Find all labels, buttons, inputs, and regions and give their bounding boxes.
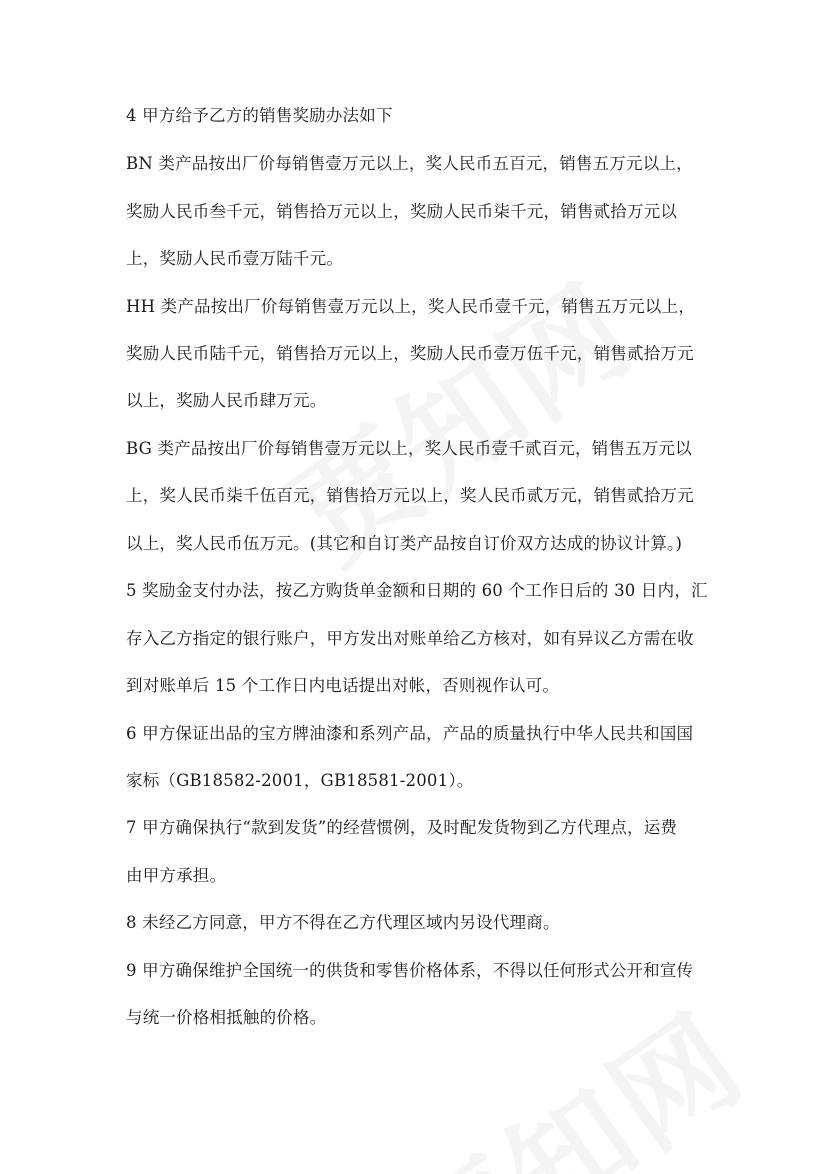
text-line: 以上，奖人民币伍万元。(其它和自订类产品按自订价双方达成的协议计算。) [126, 534, 683, 553]
text-line: 上，奖励人民币壹万陆千元。 [126, 249, 344, 268]
text-line: 9 甲方确保维护全国统一的供货和零售价格体系，不得以任何形式公开和宣传 [126, 961, 694, 980]
text-line: 奖励人民币陆千元，销售拾万元以上，奖励人民币壹万伍千元，销售贰拾万元 [126, 344, 694, 363]
text-line: BG 类产品按出厂价每销售壹万元以上，奖人民币壹千贰百元，销售五万元以 [126, 439, 692, 458]
text-line: 与统一价格相抵触的价格。 [126, 1008, 327, 1027]
text-line: 7 甲方确保执行“款到发货”的经营惯例，及时配发货物到乙方代理点，运费 [126, 818, 678, 837]
text-line: 以上，奖励人民币肆万元。 [126, 391, 327, 410]
text-line: 4 甲方给予乙方的销售奖励办法如下 [126, 106, 393, 125]
text-line: 存入乙方指定的银行账户，甲方发出对账单给乙方核对，如有异议乙方需在收 [126, 629, 694, 648]
watermark-lower [365, 967, 773, 1174]
text-line: 奖励人民币叁千元，销售拾万元以上，奖励人民币柒千元，销售贰拾万元以 [126, 202, 678, 221]
text-line: 到对账单后 15 个工作日内电话提出对帐，否则视作认可。 [126, 676, 560, 695]
text-line: 上，奖人民币柒千伍百元，销售拾万元以上，奖人民币贰万元，销售贰拾万元 [126, 486, 694, 505]
text-line: HH 类产品按出厂价每销售壹万元以上，奖人民币壹千元，销售五万元以上， [126, 297, 696, 316]
text-line: 家标（GB18582-2001，GB18581-2001）。 [126, 771, 474, 790]
text-line: BN 类产品按出厂价每销售壹万元以上，奖人民币五百元，销售五万元以上， [126, 154, 693, 173]
text-line: 8 未经乙方同意，甲方不得在乙方代理区域内另设代理商。 [126, 913, 560, 932]
text-line: 5 奖励金支付办法，按乙方购货单金额和日期的 60 个工作日后的 30 日内，汇 [126, 581, 708, 600]
text-line: 由甲方承担。 [126, 866, 227, 885]
text-line: 6 甲方保证出品的宝方牌油漆和系列产品，产品的质量执行中华人民共和国国 [126, 724, 694, 743]
